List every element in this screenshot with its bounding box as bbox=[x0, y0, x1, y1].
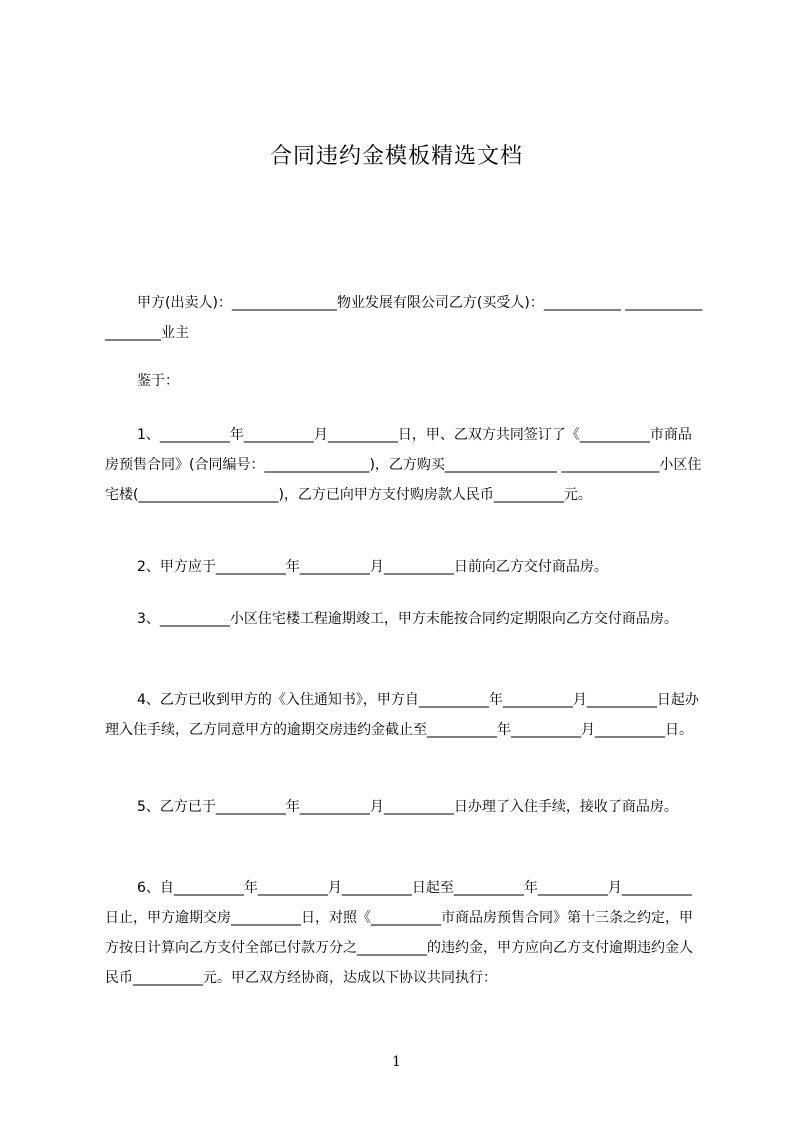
parties-paragraph: 甲方(出卖人)：_______________物业发展有限公司乙方(买受人)：___________ ___________________业主 bbox=[105, 295, 703, 341]
clause-5: 5、乙方已于__________年__________月__________日办理了入住手续，接收了商品房。 bbox=[137, 799, 678, 815]
clause-1: 1、__________年__________月__________日，甲、乙双方共同签订了《__________市商品房预售合同》(合同编号：_______________)，乙方购买________________ ______________小区住宅楼(____________________)，乙方已向甲方支付购房款人民币__________元。 bbox=[105, 427, 702, 503]
clause-6: 6、自__________年__________月__________日起至__________年__________月__________日止，甲方逾期交房__________日，对照《__________市商品房预售合同》第十三条之约定，甲方按日计算向乙方支付全部已付款万分之__________的违约金，甲方应向乙方支付逾期违约金人民币__________元。甲乙双方经协商，达成以下协议共同执行： bbox=[105, 880, 693, 986]
whereas-heading: 鉴于： bbox=[137, 373, 179, 389]
page-number: 1 bbox=[392, 1054, 401, 1070]
page-title: 合同违约金模板精选文档 bbox=[269, 144, 523, 169]
clause-3: 3、__________小区住宅楼工程逾期竣工，甲方未能按合同约定期限向乙方交付商品房。 bbox=[137, 611, 678, 627]
clause-2: 2、甲方应于__________年__________月__________日前向乙方交付商品房。 bbox=[137, 559, 608, 575]
clause-4: 4、乙方已收到甲方的《入住通知书》，甲方自__________年__________月__________日起办理入住手续，乙方同意甲方的逾期交房违约金截止至__________年__________月__________日。 bbox=[105, 692, 699, 738]
